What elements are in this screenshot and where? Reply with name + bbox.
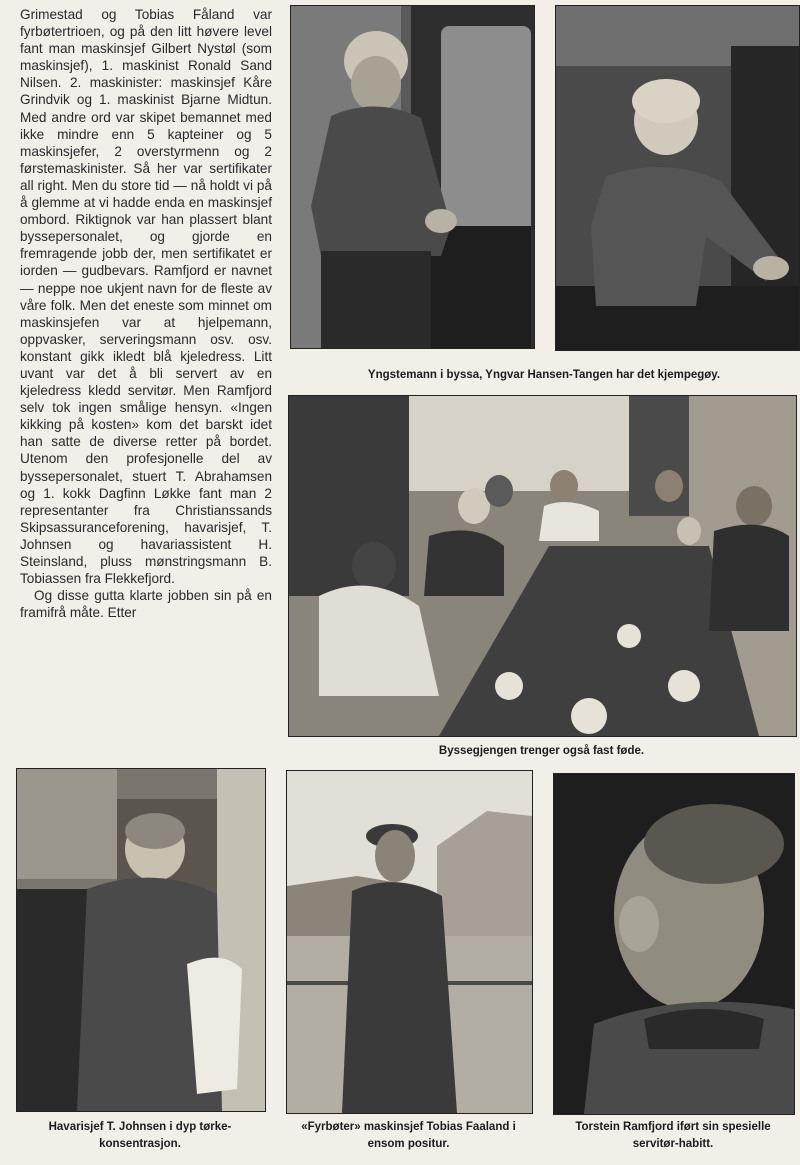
photo-boy-galley-2 — [555, 5, 800, 351]
article-text — [20, 6, 272, 621]
caption-photo-left: Havarisjef T. Johnsen i dyp tørke-konsentrasjon. — [48, 1121, 232, 1150]
photo-galley-crew-dining — [288, 395, 797, 737]
article-paragraph-2: Og disse gutta klarte jobben sin på en framifrå måte. Etter — [20, 588, 272, 621]
caption-photo-middle: «Fyrbøter» maskinsjef Tobias Faaland i ensom positur. — [301, 1121, 516, 1150]
photo-fyrboter-faaland — [286, 770, 533, 1114]
caption-dining-photo: Byssegjengen trenger også fast føde. — [438, 745, 645, 757]
caption-photo-right: Torstein Ramfjord iført sin spesielle servitør-habitt. — [575, 1121, 771, 1150]
caption-top-photos: Yngstemann i byssa, Yngvar Hansen-Tangen har det kjempegøy. — [367, 369, 721, 381]
article-paragraph-1: Grimestad og Tobias Fåland var fyrbøtertrioen, og på den litt høvere level fant man maskinsjef Gilbert Nystøl (som maskinsjef), 1. maskinist Ronald Sand Nilsen. 2. maskinister: maskinsjef Kåre Grindvik og 1. maskinist Bjarne Midtun. Med andre ord var skipet bemannet med ikke mindre enn 5 kapteiner og 5 maskinsjefer, 2 overstyrmenn og 2 førstemaskinister. Så her var sertifikater all right. Men du store tid — nå holdt vi på å glemme at vi hadde enda en maskinsjef ombord. Riktignok var han plassert blant byssepersonalet, og gjorde en fremragende jobb der, men sertifikatet er iorden — gudbevars. Ramfjord er navnet — neppe noe ukjent navn for de fleste av våre folk. Men det eneste som minnet om maskinsjefen var at hjelpemann, oppvasker, serveringsmann osv. osv. konstant gikk ikledt blå kjeledress. Litt uvant var det å bli servert av en kjeledress kledd servitør. Men Ramfjord selv tok ingen smålige hensyn. «Ingen kikking på kosten» kom det barskt idet han satte de diverse retter på bordet. Utenom den profesjonelle del av byssepersonalet, stuert T. Abrahamsen og 1. kokk Dagfinn Løkke fant man 2 representanter fra Christianssands Skipsassuranceforening, havarisjef, T. Johnsen og havariassistent H. Steinsland, pluss mønstringsmann B. Tobiassen fra Flekkefjord. — [20, 7, 272, 587]
photo-torstein-ramfjord — [553, 773, 795, 1115]
photo-havarisjef-johnsen — [16, 768, 266, 1112]
photo-boy-galley-1 — [290, 5, 535, 349]
